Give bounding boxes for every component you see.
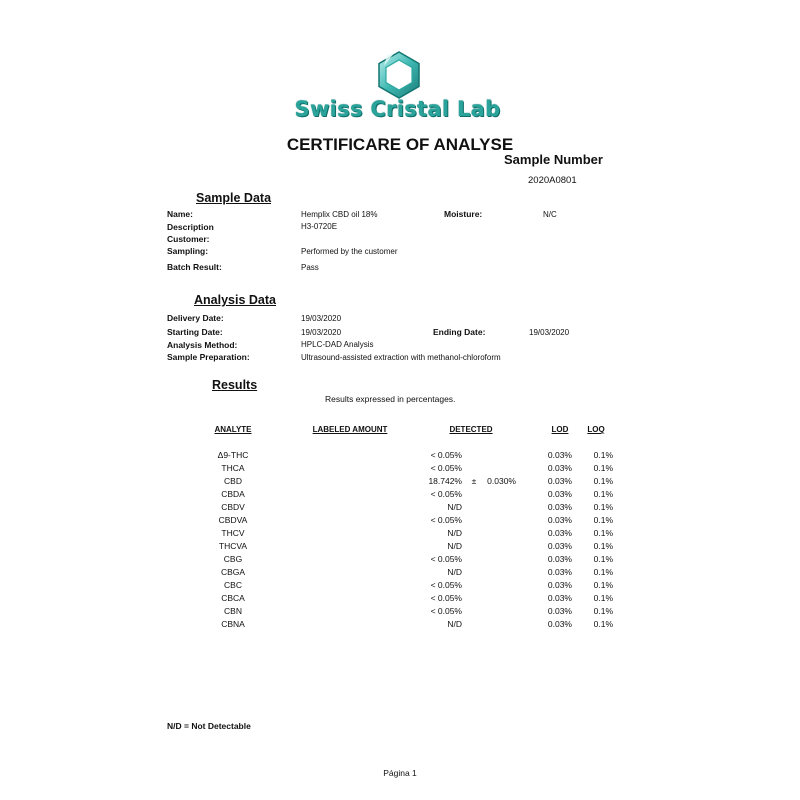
analyte-cell: THCV [221,528,245,538]
lod-cell: 0.03% [547,463,572,473]
sample-number-value: 2020A0801 [528,175,577,186]
lod-cell: 0.03% [547,528,572,538]
loq-cell: 0.1% [593,619,613,629]
lod-cell: 0.03% [547,502,572,512]
description-value: H3-0720E [301,222,338,231]
description-label: Description [167,222,214,232]
detected-cell: < 0.05% [430,580,462,590]
lab-name-wordmark: Swiss Cristal Lab [294,97,501,121]
loq-cell: 0.1% [593,502,613,512]
sample-preparation-value: Ultrasound-assisted extraction with methanol-chloroform [301,353,501,362]
batch-result-value: Pass [301,263,319,272]
delivery-date-value: 19/03/2020 [301,314,342,323]
plus-minus-cell: ± [471,476,477,486]
col-header-detected: DETECTED [449,425,493,434]
analyte-cell: CBD [224,476,242,486]
ending-date-label: Ending Date: [433,327,486,337]
customer-label: Customer: [167,234,210,244]
loq-cell: 0.1% [593,450,613,460]
loq-cell: 0.1% [593,515,613,525]
analyte-cell: THCA [221,463,245,473]
loq-cell: 0.1% [593,463,613,473]
results-heading: Results [212,378,258,392]
lod-cell: 0.03% [547,619,572,629]
hexagon-crystal-icon [379,52,419,98]
detected-cell: < 0.05% [430,463,462,473]
results-note: Results expressed in percentages. [325,394,456,404]
analyte-cell: Δ9-THC [217,450,249,460]
lod-cell: 0.03% [547,450,572,460]
analyte-cell: THCVA [218,541,248,551]
loq-cell: 0.1% [593,489,613,499]
col-header-loq: LOQ [587,425,605,434]
loq-cell: 0.1% [593,580,613,590]
loq-cell: 0.1% [593,528,613,538]
moisture-value: N/C [543,210,557,219]
analyte-cell: CBGA [220,567,246,577]
col-header-lod: LOD [551,425,569,434]
detected-cell: < 0.05% [430,593,462,603]
document-title: CERTIFICARE OF ANALYSE [286,135,514,154]
detected-cell: N/D [447,528,462,538]
detected-cell: N/D [447,541,462,551]
detected-cell: N/D [447,502,462,512]
analysis-data-heading: Analysis Data [194,293,276,307]
lod-cell: 0.03% [547,580,572,590]
name-value: Hemplix CBD oil 18% [301,210,378,219]
batch-result-label: Batch Result: [167,262,222,272]
lod-cell: 0.03% [547,567,572,577]
lod-cell: 0.03% [547,606,572,616]
detected-cell: 18.742% [428,476,462,486]
nd-legend: N/D = Not Detectable [167,721,251,731]
sample-number-label: Sample Number [504,152,603,167]
page-number: Página 1 [383,768,417,778]
loq-cell: 0.1% [593,606,613,616]
sampling-label: Sampling: [167,246,209,256]
starting-date-label: Starting Date: [167,327,223,337]
analyte-cell: CBG [223,554,243,564]
loq-cell: 0.1% [593,541,613,551]
analyte-cell: CBDVA [218,515,248,525]
name-label: Name: [167,209,193,219]
delivery-date-label: Delivery Date: [167,313,224,323]
col-header-labeled-amount: LABELED AMOUNT [312,425,388,434]
analyte-cell: CBDV [221,502,245,512]
detected-cell: < 0.05% [430,450,462,460]
lod-cell: 0.03% [547,476,572,486]
analysis-method-label: Analysis Method: [167,340,238,350]
col-header-analyte: ANALYTE [214,425,252,434]
detected-cell: N/D [447,619,462,629]
sample-preparation-label: Sample Preparation: [167,352,250,362]
starting-date-value: 19/03/2020 [301,328,342,337]
lod-cell: 0.03% [547,489,572,499]
uncertainty-cell: 0.030% [487,476,516,486]
analysis-method-value: HPLC-DAD Analysis [301,340,374,349]
detected-cell: < 0.05% [430,489,462,499]
moisture-label: Moisture: [444,209,483,219]
analyte-cell: CBC [224,580,242,590]
sample-data-heading: Sample Data [196,191,272,205]
lod-cell: 0.03% [547,593,572,603]
loq-cell: 0.1% [593,593,613,603]
analyte-cell: CBCA [221,593,245,603]
detected-cell: N/D [447,567,462,577]
detected-cell: < 0.05% [430,606,462,616]
analyte-cell: CBNA [221,619,245,629]
analyte-cell: CBDA [221,489,245,499]
loq-cell: 0.1% [593,476,613,486]
ending-date-value: 19/03/2020 [529,328,570,337]
detected-cell: < 0.05% [430,554,462,564]
sampling-value: Performed by the customer [301,247,398,256]
detected-cell: < 0.05% [430,515,462,525]
lod-cell: 0.03% [547,554,572,564]
lod-cell: 0.03% [547,541,572,551]
loq-cell: 0.1% [593,554,613,564]
analyte-cell: CBN [224,606,242,616]
lod-cell: 0.03% [547,515,572,525]
loq-cell: 0.1% [593,567,613,577]
